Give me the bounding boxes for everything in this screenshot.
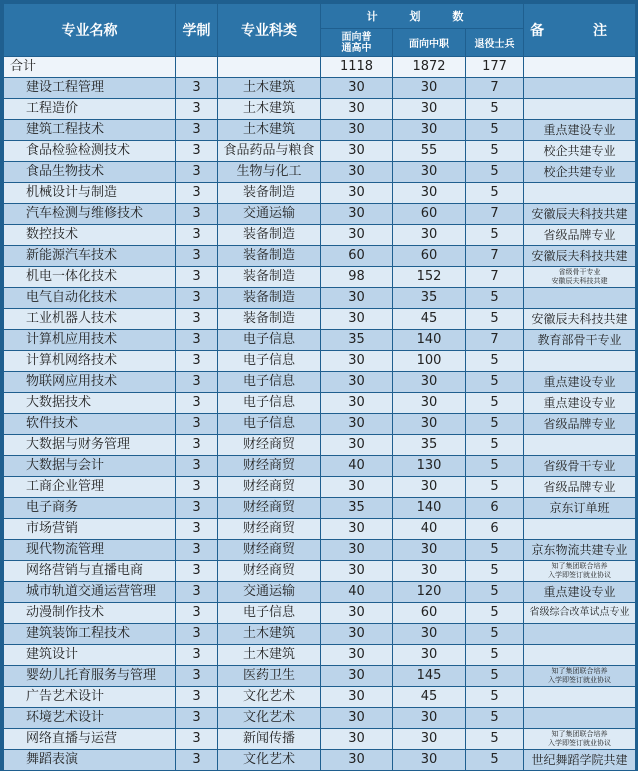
remark-cell: 重点建设专业 <box>524 393 636 414</box>
length-cell: 3 <box>176 330 218 351</box>
remark-cell <box>524 645 636 666</box>
plan-vocational-cell: 35 <box>393 288 466 309</box>
header-plan-general: 面向普 通高中 <box>321 29 393 57</box>
plan-general-cell: 40 <box>321 456 393 477</box>
plan-general-cell: 30 <box>321 204 393 225</box>
category-cell: 生物与化工 <box>218 162 321 183</box>
category-cell: 文化艺术 <box>218 708 321 729</box>
plan-vocational-cell: 30 <box>393 477 466 498</box>
remark-cell: 省级骨干专业 安徽辰夫科技共建 <box>524 267 636 288</box>
length-cell: 3 <box>176 687 218 708</box>
total-row <box>4 57 636 78</box>
plan-general-cell: 30 <box>321 183 393 204</box>
category-cell: 电子信息 <box>218 603 321 624</box>
plan-general-cell: 30 <box>321 708 393 729</box>
total-general: 1118 <box>321 57 393 78</box>
plan-veterans-cell: 5 <box>466 351 524 372</box>
major-name-cell: 市场营销 <box>4 519 176 540</box>
header-major-name: 专业名称 <box>4 4 176 57</box>
plan-vocational-cell: 30 <box>393 225 466 246</box>
plan-general-cell: 98 <box>321 267 393 288</box>
plan-vocational-cell: 30 <box>393 78 466 99</box>
length-cell: 3 <box>176 561 218 582</box>
total-veterans: 177 <box>466 57 524 78</box>
remark-cell: 校企共建专业 <box>524 141 636 162</box>
plan-veterans-cell: 7 <box>466 204 524 225</box>
major-name-cell: 电气自动化技术 <box>4 288 176 309</box>
remark-cell: 世纪舞蹈学院共建 <box>524 750 636 771</box>
major-name-cell: 广告艺术设计 <box>4 687 176 708</box>
length-cell: 3 <box>176 582 218 603</box>
plan-veterans-cell: 5 <box>466 624 524 645</box>
plan-vocational-cell: 30 <box>393 414 466 435</box>
plan-vocational-cell: 35 <box>393 435 466 456</box>
plan-vocational-cell: 45 <box>393 309 466 330</box>
plan-vocational-cell: 30 <box>393 372 466 393</box>
length-cell: 3 <box>176 603 218 624</box>
category-cell: 装备制造 <box>218 288 321 309</box>
plan-vocational-cell: 30 <box>393 729 466 750</box>
category-cell: 文化艺术 <box>218 687 321 708</box>
table-row <box>4 498 636 519</box>
major-name-cell: 软件技术 <box>4 414 176 435</box>
length-cell: 3 <box>176 267 218 288</box>
plan-veterans-cell: 6 <box>466 519 524 540</box>
table-row <box>4 162 636 183</box>
major-name-cell: 机械设计与制造 <box>4 183 176 204</box>
table-body <box>4 57 636 771</box>
plan-vocational-cell: 120 <box>393 582 466 603</box>
length-cell: 3 <box>176 540 218 561</box>
table-header <box>4 4 636 57</box>
table-row <box>4 456 636 477</box>
category-cell: 装备制造 <box>218 246 321 267</box>
plan-veterans-cell: 7 <box>466 246 524 267</box>
length-cell: 3 <box>176 78 218 99</box>
plan-vocational-cell: 55 <box>393 141 466 162</box>
plan-veterans-cell: 5 <box>466 666 524 687</box>
plan-vocational-cell: 152 <box>393 267 466 288</box>
plan-general-cell: 30 <box>321 540 393 561</box>
major-name-cell: 工商企业管理 <box>4 477 176 498</box>
category-cell: 交通运输 <box>218 582 321 603</box>
category-cell: 财经商贸 <box>218 540 321 561</box>
plan-general-cell: 30 <box>321 687 393 708</box>
major-name-cell: 大数据与财务管理 <box>4 435 176 456</box>
length-cell: 3 <box>176 624 218 645</box>
major-name-cell: 建筑设计 <box>4 645 176 666</box>
plan-general-cell: 30 <box>321 519 393 540</box>
plan-vocational-cell: 45 <box>393 687 466 708</box>
major-name-cell: 电子商务 <box>4 498 176 519</box>
table-row <box>4 645 636 666</box>
major-name-cell: 大数据技术 <box>4 393 176 414</box>
plan-vocational-cell: 30 <box>393 561 466 582</box>
plan-veterans-cell: 5 <box>466 288 524 309</box>
total-length <box>176 57 218 78</box>
length-cell: 3 <box>176 498 218 519</box>
remark-cell: 重点建设专业 <box>524 582 636 603</box>
major-name-cell: 网络营销与直播电商 <box>4 561 176 582</box>
table-row <box>4 666 636 687</box>
plan-general-cell: 35 <box>321 330 393 351</box>
major-name-cell: 婴幼儿托育服务与管理 <box>4 666 176 687</box>
plan-vocational-cell: 60 <box>393 204 466 225</box>
category-cell: 电子信息 <box>218 414 321 435</box>
plan-vocational-cell: 100 <box>393 351 466 372</box>
plan-general-cell: 30 <box>321 666 393 687</box>
plan-general-cell: 30 <box>321 477 393 498</box>
total-vocational: 1872 <box>393 57 466 78</box>
header-length: 学制 <box>176 4 218 57</box>
category-cell: 土木建筑 <box>218 624 321 645</box>
plan-veterans-cell: 5 <box>466 435 524 456</box>
remark-cell: 京东物流共建专业 <box>524 540 636 561</box>
plan-vocational-cell: 40 <box>393 519 466 540</box>
remark-cell: 省级品牌专业 <box>524 477 636 498</box>
remark-cell: 京东订单班 <box>524 498 636 519</box>
remark-cell: 省级品牌专业 <box>524 414 636 435</box>
length-cell: 3 <box>176 246 218 267</box>
plan-general-cell: 30 <box>321 78 393 99</box>
remark-cell: 省级骨干专业 <box>524 456 636 477</box>
enrollment-plan-table <box>3 3 636 771</box>
plan-veterans-cell: 5 <box>466 99 524 120</box>
length-cell: 3 <box>176 204 218 225</box>
table-row <box>4 582 636 603</box>
table-row <box>4 141 636 162</box>
enrollment-plan-sheet <box>3 3 635 768</box>
remark-cell: 知了集团联合培养 入学即签订就业协议 <box>524 666 636 687</box>
plan-general-cell: 30 <box>321 162 393 183</box>
plan-veterans-cell: 5 <box>466 582 524 603</box>
category-cell: 文化艺术 <box>218 750 321 771</box>
table-row <box>4 729 636 750</box>
plan-veterans-cell: 5 <box>466 141 524 162</box>
major-name-cell: 食品检验检测技术 <box>4 141 176 162</box>
category-cell: 财经商贸 <box>218 477 321 498</box>
plan-veterans-cell: 5 <box>466 561 524 582</box>
header-plan-veterans: 退役士兵 <box>466 29 524 57</box>
plan-veterans-cell: 5 <box>466 477 524 498</box>
table-row <box>4 540 636 561</box>
remark-cell: 重点建设专业 <box>524 372 636 393</box>
length-cell: 3 <box>176 666 218 687</box>
plan-general-cell: 30 <box>321 414 393 435</box>
length-cell: 3 <box>176 99 218 120</box>
major-name-cell: 舞蹈表演 <box>4 750 176 771</box>
header-plan-vocational: 面向中职 <box>393 29 466 57</box>
plan-general-cell: 30 <box>321 351 393 372</box>
major-name-cell: 物联网应用技术 <box>4 372 176 393</box>
table-row <box>4 288 636 309</box>
category-cell: 食品药品与粮食 <box>218 141 321 162</box>
plan-general-cell: 30 <box>321 603 393 624</box>
remark-cell <box>524 519 636 540</box>
plan-veterans-cell: 5 <box>466 603 524 624</box>
plan-veterans-cell: 5 <box>466 708 524 729</box>
plan-general-cell: 60 <box>321 246 393 267</box>
table-row <box>4 330 636 351</box>
plan-veterans-cell: 5 <box>466 309 524 330</box>
table-row <box>4 561 636 582</box>
major-name-cell: 网络直播与运营 <box>4 729 176 750</box>
major-name-cell: 食品生物技术 <box>4 162 176 183</box>
plan-vocational-cell: 145 <box>393 666 466 687</box>
major-name-cell: 大数据与会计 <box>4 456 176 477</box>
major-name-cell: 工业机器人技术 <box>4 309 176 330</box>
remark-cell: 重点建设专业 <box>524 120 636 141</box>
remark-cell <box>524 288 636 309</box>
remark-cell <box>524 183 636 204</box>
table-row <box>4 183 636 204</box>
plan-veterans-cell: 7 <box>466 330 524 351</box>
remark-cell: 知了集团联合培养 入学即签订就业协议 <box>524 729 636 750</box>
remark-cell: 安徽辰夫科技共建 <box>524 204 636 225</box>
table-row <box>4 78 636 99</box>
length-cell: 3 <box>176 120 218 141</box>
category-cell: 财经商贸 <box>218 498 321 519</box>
major-name-cell: 工程造价 <box>4 99 176 120</box>
major-name-cell: 数控技术 <box>4 225 176 246</box>
plan-veterans-cell: 5 <box>466 729 524 750</box>
plan-veterans-cell: 5 <box>466 645 524 666</box>
total-remark <box>524 57 636 78</box>
category-cell: 电子信息 <box>218 393 321 414</box>
major-name-cell: 计算机应用技术 <box>4 330 176 351</box>
remark-cell <box>524 78 636 99</box>
plan-veterans-cell: 5 <box>466 750 524 771</box>
plan-general-cell: 30 <box>321 120 393 141</box>
plan-vocational-cell: 30 <box>393 645 466 666</box>
table-row <box>4 624 636 645</box>
major-name-cell: 计算机网络技术 <box>4 351 176 372</box>
total-label: 合计 <box>4 57 176 78</box>
remark-cell: 省级品牌专业 <box>524 225 636 246</box>
category-cell: 土木建筑 <box>218 120 321 141</box>
length-cell: 3 <box>176 225 218 246</box>
plan-vocational-cell: 30 <box>393 99 466 120</box>
major-name-cell: 机电一体化技术 <box>4 267 176 288</box>
major-name-cell: 城市轨道交通运营管理 <box>4 582 176 603</box>
category-cell: 电子信息 <box>218 330 321 351</box>
plan-general-cell: 30 <box>321 288 393 309</box>
plan-veterans-cell: 5 <box>466 372 524 393</box>
table-row <box>4 204 636 225</box>
category-cell: 土木建筑 <box>218 78 321 99</box>
plan-general-cell: 30 <box>321 645 393 666</box>
plan-vocational-cell: 30 <box>393 120 466 141</box>
plan-veterans-cell: 5 <box>466 120 524 141</box>
table-row <box>4 120 636 141</box>
plan-vocational-cell: 30 <box>393 162 466 183</box>
plan-general-cell: 40 <box>321 582 393 603</box>
category-cell: 装备制造 <box>218 225 321 246</box>
length-cell: 3 <box>176 372 218 393</box>
length-cell: 3 <box>176 750 218 771</box>
plan-general-cell: 30 <box>321 141 393 162</box>
table-row <box>4 477 636 498</box>
length-cell: 3 <box>176 183 218 204</box>
header-plan: 计 划 数 <box>321 4 524 29</box>
table-row <box>4 750 636 771</box>
table-row <box>4 99 636 120</box>
plan-veterans-cell: 5 <box>466 183 524 204</box>
length-cell: 3 <box>176 393 218 414</box>
length-cell: 3 <box>176 162 218 183</box>
category-cell: 财经商贸 <box>218 435 321 456</box>
length-cell: 3 <box>176 141 218 162</box>
plan-veterans-cell: 5 <box>466 540 524 561</box>
plan-vocational-cell: 30 <box>393 624 466 645</box>
table-row <box>4 519 636 540</box>
category-cell: 财经商贸 <box>218 561 321 582</box>
category-cell: 电子信息 <box>218 351 321 372</box>
length-cell: 3 <box>176 309 218 330</box>
category-cell: 装备制造 <box>218 183 321 204</box>
table-row <box>4 435 636 456</box>
length-cell: 3 <box>176 519 218 540</box>
table-row <box>4 414 636 435</box>
length-cell: 3 <box>176 729 218 750</box>
remark-cell: 安徽辰夫科技共建 <box>524 246 636 267</box>
table-row <box>4 708 636 729</box>
remark-cell: 安徽辰夫科技共建 <box>524 309 636 330</box>
plan-general-cell: 30 <box>321 729 393 750</box>
plan-veterans-cell: 5 <box>466 393 524 414</box>
plan-general-cell: 30 <box>321 561 393 582</box>
table-row <box>4 246 636 267</box>
plan-veterans-cell: 7 <box>466 267 524 288</box>
major-name-cell: 现代物流管理 <box>4 540 176 561</box>
plan-general-cell: 35 <box>321 498 393 519</box>
plan-general-cell: 30 <box>321 225 393 246</box>
table-row <box>4 372 636 393</box>
length-cell: 3 <box>176 288 218 309</box>
major-name-cell: 动漫制作技术 <box>4 603 176 624</box>
table-row <box>4 309 636 330</box>
remark-cell <box>524 708 636 729</box>
length-cell: 3 <box>176 414 218 435</box>
remark-cell: 知了集团联合培养 入学即签订就业协议 <box>524 561 636 582</box>
major-name-cell: 新能源汽车技术 <box>4 246 176 267</box>
plan-vocational-cell: 130 <box>393 456 466 477</box>
plan-veterans-cell: 5 <box>466 687 524 708</box>
remark-cell: 校企共建专业 <box>524 162 636 183</box>
category-cell: 装备制造 <box>218 267 321 288</box>
plan-general-cell: 30 <box>321 393 393 414</box>
header-remark: 备 注 <box>524 4 636 57</box>
total-category <box>218 57 321 78</box>
plan-vocational-cell: 140 <box>393 498 466 519</box>
length-cell: 3 <box>176 435 218 456</box>
plan-veterans-cell: 5 <box>466 225 524 246</box>
table-row <box>4 225 636 246</box>
remark-cell: 省级综合改革试点专业 <box>524 603 636 624</box>
plan-vocational-cell: 30 <box>393 750 466 771</box>
header-category: 专业科类 <box>218 4 321 57</box>
plan-veterans-cell: 7 <box>466 78 524 99</box>
table-row <box>4 351 636 372</box>
category-cell: 医药卫生 <box>218 666 321 687</box>
category-cell: 财经商贸 <box>218 456 321 477</box>
remark-cell <box>524 351 636 372</box>
table-row <box>4 393 636 414</box>
major-name-cell: 环境艺术设计 <box>4 708 176 729</box>
plan-veterans-cell: 5 <box>466 456 524 477</box>
plan-general-cell: 30 <box>321 750 393 771</box>
plan-veterans-cell: 5 <box>466 414 524 435</box>
category-cell: 交通运输 <box>218 204 321 225</box>
plan-general-cell: 30 <box>321 309 393 330</box>
plan-vocational-cell: 60 <box>393 603 466 624</box>
plan-vocational-cell: 30 <box>393 708 466 729</box>
category-cell: 土木建筑 <box>218 645 321 666</box>
length-cell: 3 <box>176 645 218 666</box>
remark-cell <box>524 624 636 645</box>
length-cell: 3 <box>176 477 218 498</box>
plan-general-cell: 30 <box>321 372 393 393</box>
plan-vocational-cell: 30 <box>393 183 466 204</box>
category-cell: 新闻传播 <box>218 729 321 750</box>
length-cell: 3 <box>176 351 218 372</box>
major-name-cell: 建筑工程技术 <box>4 120 176 141</box>
remark-cell: 教育部骨干专业 <box>524 330 636 351</box>
plan-veterans-cell: 6 <box>466 498 524 519</box>
length-cell: 3 <box>176 456 218 477</box>
plan-vocational-cell: 30 <box>393 540 466 561</box>
table-row <box>4 603 636 624</box>
plan-vocational-cell: 140 <box>393 330 466 351</box>
category-cell: 装备制造 <box>218 309 321 330</box>
plan-vocational-cell: 30 <box>393 393 466 414</box>
table-row <box>4 267 636 288</box>
remark-cell <box>524 435 636 456</box>
major-name-cell: 建设工程管理 <box>4 78 176 99</box>
plan-general-cell: 30 <box>321 624 393 645</box>
length-cell: 3 <box>176 708 218 729</box>
major-name-cell: 建筑装饰工程技术 <box>4 624 176 645</box>
remark-cell <box>524 99 636 120</box>
category-cell: 土木建筑 <box>218 99 321 120</box>
table-row <box>4 687 636 708</box>
plan-vocational-cell: 60 <box>393 246 466 267</box>
plan-general-cell: 30 <box>321 99 393 120</box>
category-cell: 财经商贸 <box>218 519 321 540</box>
category-cell: 电子信息 <box>218 372 321 393</box>
plan-veterans-cell: 5 <box>466 162 524 183</box>
major-name-cell: 汽车检测与维修技术 <box>4 204 176 225</box>
plan-general-cell: 30 <box>321 435 393 456</box>
remark-cell <box>524 687 636 708</box>
